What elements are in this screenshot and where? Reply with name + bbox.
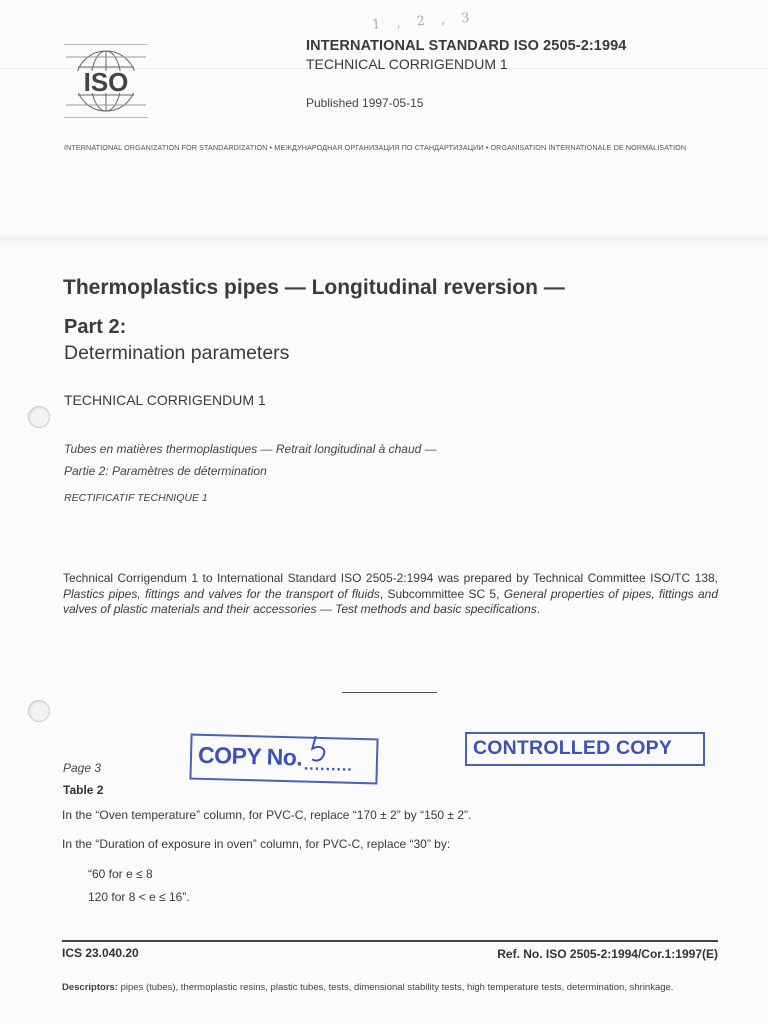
footer-rule [62, 940, 718, 942]
scan-artifact-band [0, 232, 768, 246]
french-part-title: Partie 2: Paramètres de détermination [64, 464, 267, 478]
french-title: Tubes en matières thermoplastiques — Retrait longitudinal à chaud — [64, 442, 437, 456]
standard-title: INTERNATIONAL STANDARD ISO 2505-2:1994 [306, 38, 627, 54]
technical-corrigendum-label: TECHNICAL CORRIGENDUM 1 [64, 392, 266, 408]
section-divider [342, 692, 437, 693]
ics-code: ICS 23.040.20 [62, 946, 139, 960]
table-reference: Table 2 [63, 783, 104, 797]
controlled-copy-stamp [465, 732, 705, 766]
corrigendum-label: TECHNICAL CORRIGENDUM 1 [306, 56, 508, 72]
document-title: Thermoplastics pipes — Longitudinal reversion — [63, 276, 565, 299]
punch-hole [28, 700, 50, 722]
iso-logo [64, 44, 148, 118]
handwritten-margin-note: 1 , 2 , 3 [371, 10, 477, 33]
correction-line: In the “Duration of exposure in oven” column, for PVC-C, replace “30” by: [62, 837, 451, 851]
french-corrigendum-label: RECTIFICATIF TECHNIQUE 1 [64, 492, 208, 504]
page-reference: Page 3 [63, 761, 102, 775]
part-title: Determination parameters [64, 342, 290, 364]
punch-hole [28, 406, 50, 428]
copy-stamp-label: COPY No. [197, 741, 303, 771]
iso-logo-lettering: ISO [83, 67, 129, 97]
descriptors: Descriptors: pipes (tubes), thermoplastic resins, plastic tubes, tests, dimensional stability tests, high temperature tests, determination, shrinkage. [62, 982, 674, 993]
correction-value: 120 for 8 < e ≤ 16”. [88, 890, 190, 904]
part-label: Part 2: [64, 316, 127, 338]
reference-number: Ref. No. ISO 2505-2:1994/Cor.1:1997(E) [497, 947, 718, 961]
iso-globe-icon [64, 45, 148, 117]
published-date: Published 1997-05-15 [306, 96, 424, 110]
correction-line: In the “Oven temperature” column, for PVC-C, replace “170 ± 2” by “150 ± 2”. [62, 808, 472, 822]
copy-number-stamp [189, 734, 378, 785]
intro-paragraph: Technical Corrigendum 1 to International Standard ISO 2505-2:1994 was prepared by Technical Committee ISO/TC 138, Plastics pipes, fittings and valves for the transport of fluids, Subcommittee SC 5, General properties of pipes, fittings and valves of plastic materials and their accessories — Test methods and basic specifications. [63, 571, 719, 616]
controlled-copy-label: CONTROLLED COPY [473, 737, 673, 759]
handwritten-copy-number [305, 733, 332, 764]
correction-value: “60 for e ≤ 8 [88, 867, 153, 881]
copy-stamp-dots: ......... [303, 756, 354, 775]
organization-line: INTERNATIONAL ORGANIZATION FOR STANDARDIZATION • МЕЖДУНАРОДНАЯ ОРГАНИЗАЦИЯ ПО СТАНДАРТИЗАЦИИ • ORGANISATION INTERNATIONALE DE NORMALISATION [64, 143, 687, 152]
